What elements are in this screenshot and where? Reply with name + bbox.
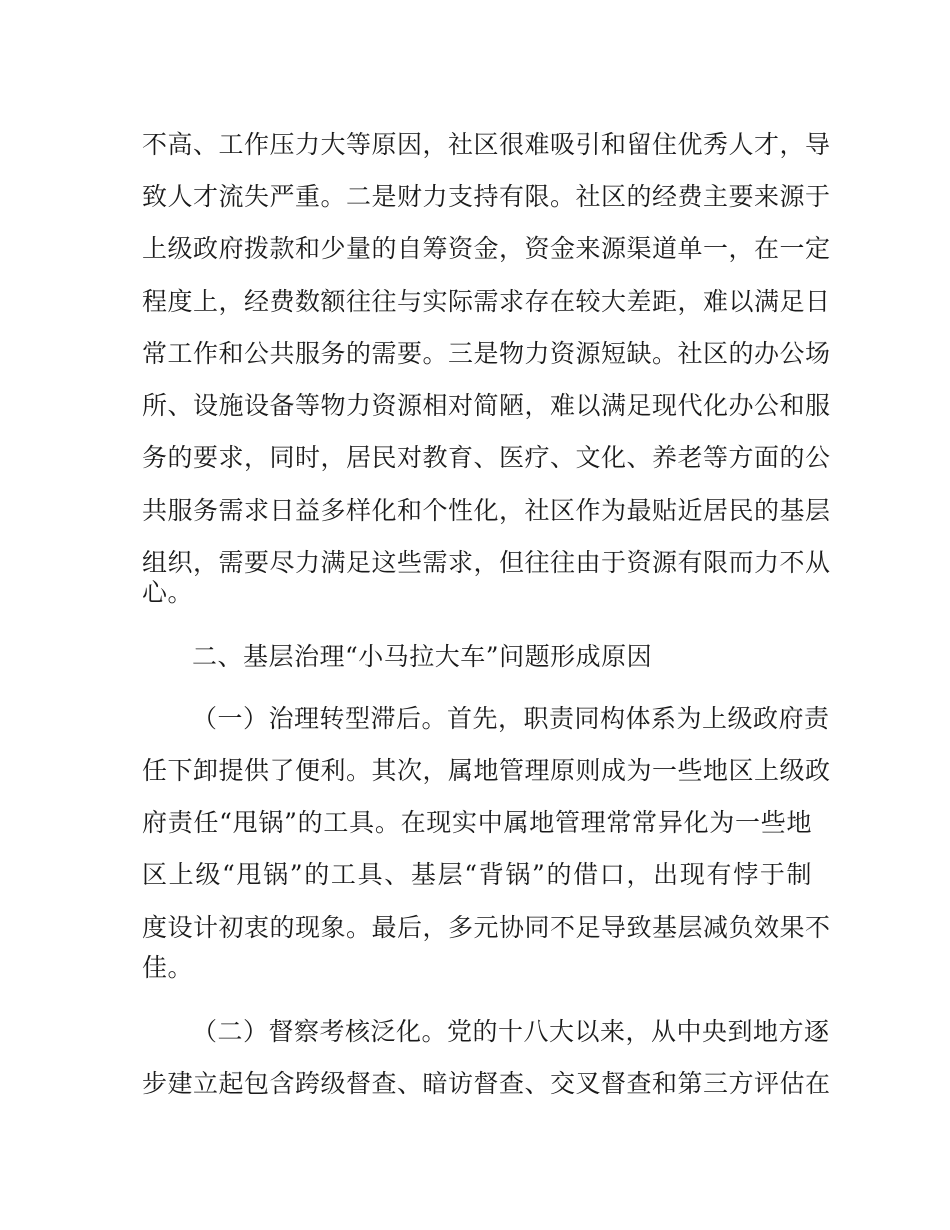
paragraph-2-line-1: （一）治理转型滞后。首先，职责同构体系为上级政府责 [192, 704, 830, 733]
paragraph-1-line-7: 务的要求，同时，居民对教育、医疗、文化、养老等方面的公 [142, 443, 831, 472]
paragraph-2-line-3: 府责任“甩锅”的工具。在现实中属地管理常常异化为一些地 [142, 808, 812, 837]
paragraph-1-line-3: 上级政府拨款和少量的自筹资金，资金来源渠道单一，在一定 [142, 234, 831, 263]
paragraph-2-line-4: 区上级“甩锅”的工具、基层“背锅”的借口，出现有悖于制 [142, 860, 812, 889]
paragraph-1-line-2: 致人才流失严重。二是财力支持有限。社区的经费主要来源于 [142, 182, 831, 211]
paragraph-1-line-8: 共服务需求日益多样化和个性化，社区作为最贴近居民的基层 [142, 496, 831, 525]
paragraph-1-line-9: 组织，需要尽力满足这些需求，但往往由于资源有限而力不从 [142, 548, 831, 577]
section-heading: 二、基层治理“小马拉大车”问题形成原因 [192, 642, 653, 671]
paragraph-1-line-4: 程度上，经费数额往往与实际需求存在较大差距，难以满足日 [142, 287, 831, 316]
paragraph-1-line-6: 所、设施设备等物力资源相对简陋，难以满足现代化办公和服 [142, 391, 831, 420]
paragraph-2-line-2: 任下卸提供了便利。其次，属地管理原则成为一些地区上级政 [142, 756, 831, 785]
paragraph-1-line-10: 心。 [142, 578, 194, 607]
paragraph-3-line-2: 步建立起包含跨级督查、暗访督查、交叉督查和第三方评估在 [142, 1069, 831, 1098]
paragraph-2-line-5: 度设计初衷的现象。最后，多元协同不足导致基层减负效果不 [142, 913, 831, 942]
paragraph-2-line-6: 佳。 [142, 953, 194, 982]
paragraph-1-line-1: 不高、工作压力大等原因，社区很难吸引和留住优秀人才，导 [142, 130, 831, 159]
paragraph-1-line-5: 常工作和公共服务的需要。三是物力资源短缺。社区的办公场 [142, 339, 831, 368]
paragraph-3-line-1: （二）督察考核泛化。党的十八大以来，从中央到地方逐 [192, 1017, 830, 1046]
